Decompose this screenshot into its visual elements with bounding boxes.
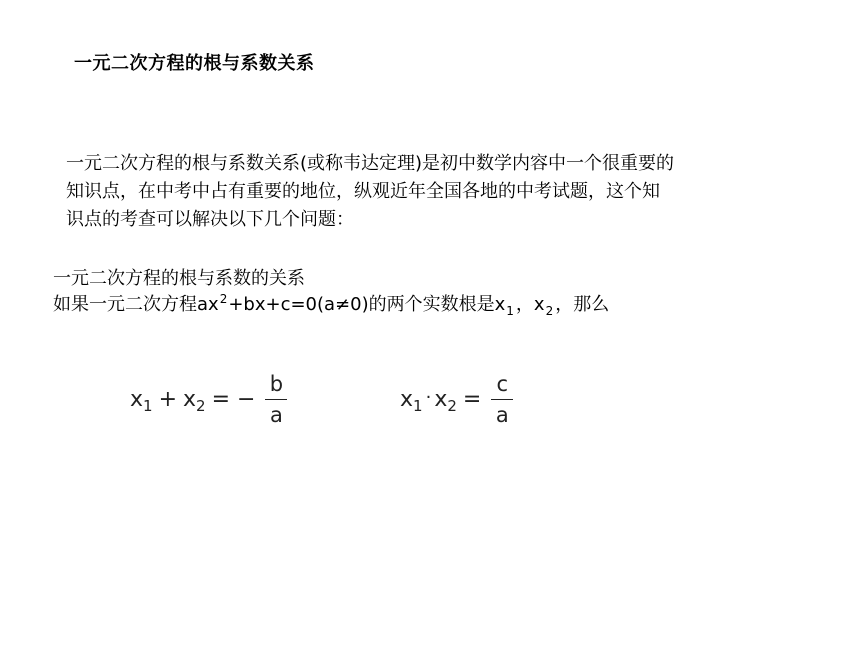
intro-line: 一元二次方程的根与系数关系(或称韦达定理)是初中数学内容中一个很重要的 — [66, 153, 675, 174]
intro-line: 知识点，在中考中占有重要的地位，纵观近年全国各地的中考试题，这个知 — [66, 181, 660, 202]
relation-heading: 一元二次方程的根与系数的关系 — [53, 268, 305, 289]
formula-variable: x — [400, 387, 414, 412]
statement-text: ，那么 — [555, 294, 610, 315]
formula-subscript: 2 — [447, 396, 457, 415]
formula-operator: = — [462, 387, 482, 412]
formula-operator: + — [158, 387, 178, 412]
statement-text: +bx+c=0(a≠0)的两个实数根是x — [228, 294, 506, 315]
formula-subscript: 1 — [143, 396, 153, 415]
formula-fraction — [265, 372, 287, 427]
statement-text: 如果一元二次方程ax — [53, 294, 219, 315]
product-of-roots-formula — [400, 372, 513, 427]
intro-paragraph — [66, 150, 796, 234]
formula-variable: x — [183, 387, 197, 412]
relation-section — [53, 266, 609, 319]
statement-subscript: 1 — [506, 304, 514, 318]
page-title: 一元二次方程的根与系数关系 — [74, 53, 315, 74]
formula-operator: · — [425, 387, 432, 408]
formula-operator: = − — [211, 387, 256, 412]
fraction-bar — [491, 399, 513, 400]
formula-subscript: 1 — [413, 396, 423, 415]
fraction-numerator: c — [496, 372, 509, 396]
relation-statement — [53, 292, 609, 319]
statement-superscript: 2 — [219, 292, 228, 306]
fraction-bar — [265, 399, 287, 400]
formula-variable: x — [434, 387, 448, 412]
sum-of-roots-formula — [130, 372, 287, 427]
intro-line: 识点的考查可以解决以下几个问题： — [66, 209, 354, 230]
formula-variable: x — [130, 387, 144, 412]
fraction-denominator: a — [270, 403, 283, 427]
fraction-numerator: b — [269, 372, 284, 396]
formula-fraction — [491, 372, 513, 427]
formula-subscript: 2 — [196, 396, 206, 415]
fraction-denominator: a — [495, 403, 509, 427]
statement-subscript: 2 — [545, 304, 554, 318]
statement-text: ，x — [515, 294, 545, 315]
